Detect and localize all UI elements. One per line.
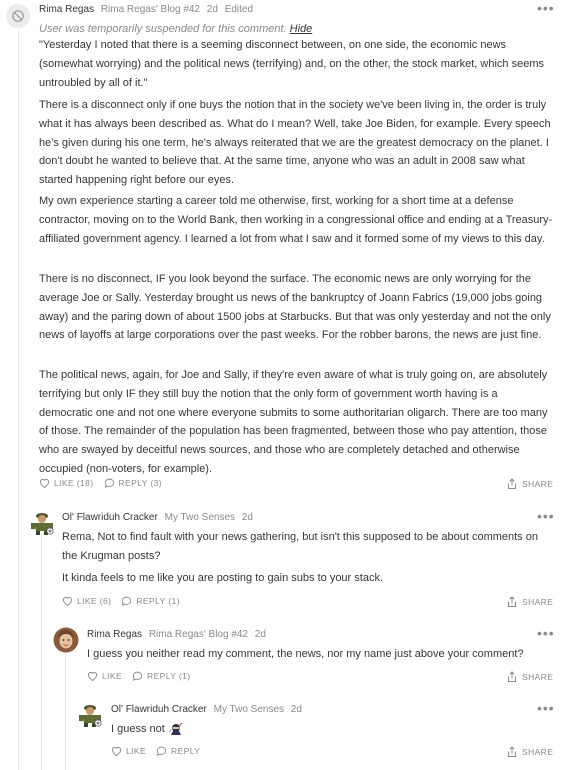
comment-header [62, 511, 253, 525]
heart-icon [39, 478, 50, 488]
avatar[interactable] [77, 702, 103, 728]
reply-label: REPLY (1) [147, 671, 191, 681]
speech-bubble-icon [132, 671, 143, 681]
author-name[interactable]: Rima Regas [87, 629, 143, 640]
like-label: LIKE [126, 746, 147, 756]
suspended-text: User was temporarily suspended for this comment. [39, 23, 287, 35]
thread-line [65, 652, 66, 770]
comment-date[interactable]: 2d [290, 704, 302, 715]
comment-actions [111, 746, 210, 756]
suspended-notice [39, 22, 312, 36]
reply-label: REPLY [171, 746, 201, 756]
reply-label: REPLY (3) [118, 478, 162, 488]
share-button[interactable] [507, 596, 553, 608]
share-icon [507, 478, 517, 490]
ninja-emoji-icon [169, 722, 183, 736]
edited-label: Edited [224, 4, 254, 15]
comment-header [87, 628, 266, 642]
thread-line [41, 535, 42, 770]
publication-name[interactable]: Rima Regas' Blog #42 [100, 4, 200, 15]
comment-date[interactable]: 2d [254, 629, 266, 640]
comment-date[interactable]: 2d [206, 4, 218, 15]
like-button[interactable] [111, 746, 146, 756]
comment-paragraph: There is a disconnect only if one buys the notion that in the society we've been living in, the order is truly what it has always been described as. What do I mean? Well, take Joe Biden, for example. Every speech he's given during his one term, he's always reiterated that we are the greatest democracy on the planet. I don't doubt he wanted to believe that. At the same time, anyone who was an adult in 2008 saw what started happening right before our eyes. [39, 99, 551, 187]
hide-link[interactable]: Hide [289, 23, 313, 35]
more-dots-icon[interactable]: ••• [537, 0, 555, 16]
like-button[interactable] [62, 596, 111, 606]
reply-label: REPLY (1) [136, 596, 180, 606]
publication-name[interactable]: Rima Regas' Blog #42 [148, 629, 248, 640]
speech-bubble-icon [156, 746, 167, 756]
author-name[interactable]: Rima Regas [39, 4, 95, 15]
like-label: LIKE (6) [77, 596, 112, 606]
blocked-icon [6, 4, 30, 28]
publication-name[interactable]: My Two Senses [164, 512, 236, 523]
comment-actions [62, 596, 190, 606]
share-icon [507, 596, 517, 608]
reply-button[interactable] [121, 596, 179, 606]
comment-paragraph: The political news, again, for Joe and Sally, if they're even aware of what is truly going on, are absolutely terrifying but only IF they still buy the notion that the only form of government worth having is a democratic one and not one where everyone submits to some authoritarian oligarch. There are too many of those. The remainder of the population has been fragmented, between those who pay attention, those who are swayed by deceitful news sources, and those who are completely detached and otherwise occupied (non-voters, for example). [39, 369, 548, 475]
share-label: SHARE [522, 479, 554, 489]
comment-actions [39, 478, 172, 488]
reply-button[interactable] [132, 671, 190, 681]
share-label: SHARE [522, 672, 554, 682]
more-dots-icon[interactable]: ••• [537, 700, 555, 716]
share-button[interactable] [507, 478, 553, 490]
like-label: LIKE [102, 671, 123, 681]
speech-bubble-icon [104, 478, 115, 488]
share-button[interactable] [507, 671, 553, 683]
comment-paragraph: My own experience starting a career told me otherwise, first, working for a short time at a defense contractor, moving on to the World Bank, then working in a congressional office and ending at a Treasury-affiliated government agency. I learned a lot from what I saw and it formed some of my views to this day. [39, 195, 553, 245]
comment-paragraph: "Yesterday I noted that there is a seeming disconnect between, on one side, the economic news (somewhat worrying) and the political news (terrifying) and, on the other, the stock market, which seems untroubled by all of it." [39, 39, 545, 89]
share-icon [507, 671, 517, 683]
share-label: SHARE [522, 597, 554, 607]
thread-line [18, 30, 19, 770]
like-button[interactable] [39, 478, 94, 488]
comment-date[interactable]: 2d [241, 512, 253, 523]
avatar[interactable] [29, 510, 55, 536]
share-icon [507, 746, 517, 758]
heart-icon [87, 671, 98, 681]
comment-header [111, 703, 302, 717]
comment-paragraph: It kinda feels to me like you are posting to gain subs to your stack. [62, 572, 384, 584]
speech-bubble-icon [121, 596, 132, 606]
reply-button[interactable] [104, 478, 162, 488]
more-dots-icon[interactable]: ••• [537, 625, 555, 641]
comment-paragraph: I guess you neither read my comment, the news, nor my name just above your comment? [87, 648, 524, 660]
author-name[interactable]: Ol' Flawriduh Cracker [62, 512, 158, 523]
like-label: LIKE (18) [54, 478, 94, 488]
comment-paragraph: I guess not [111, 723, 165, 735]
author-name[interactable]: Ol' Flawriduh Cracker [111, 704, 207, 715]
suspended-avatar [6, 4, 30, 28]
comment-actions [87, 671, 200, 681]
publication-name[interactable]: My Two Senses [213, 704, 285, 715]
comment-paragraph: There is no disconnect, IF you look beyond the surface. The economic news are only worrying for the average Joe or Sally. Yesterday brought us news of the bankruptcy of Joann Fabrics (19,000 jobs going away) and the paring down of about 1500 jobs at Starbucks. But that was only yesterday and not the only news of layoffs at large corporations over the past weeks. For the robber barons, the news are just fine. [39, 273, 551, 342]
reply-button[interactable] [156, 746, 200, 756]
avatar[interactable] [53, 627, 79, 653]
comment-paragraph: Rema, Not to find fault with your news gathering, but isn't this supposed to be about comments on the Krugman posts? [62, 531, 538, 562]
heart-icon [62, 596, 73, 606]
share-label: SHARE [522, 747, 554, 757]
share-button[interactable] [507, 746, 553, 758]
comment-header [39, 3, 253, 17]
like-button[interactable] [87, 671, 122, 681]
more-dots-icon[interactable]: ••• [537, 508, 555, 524]
heart-icon [111, 746, 122, 756]
comment-body [111, 720, 183, 738]
